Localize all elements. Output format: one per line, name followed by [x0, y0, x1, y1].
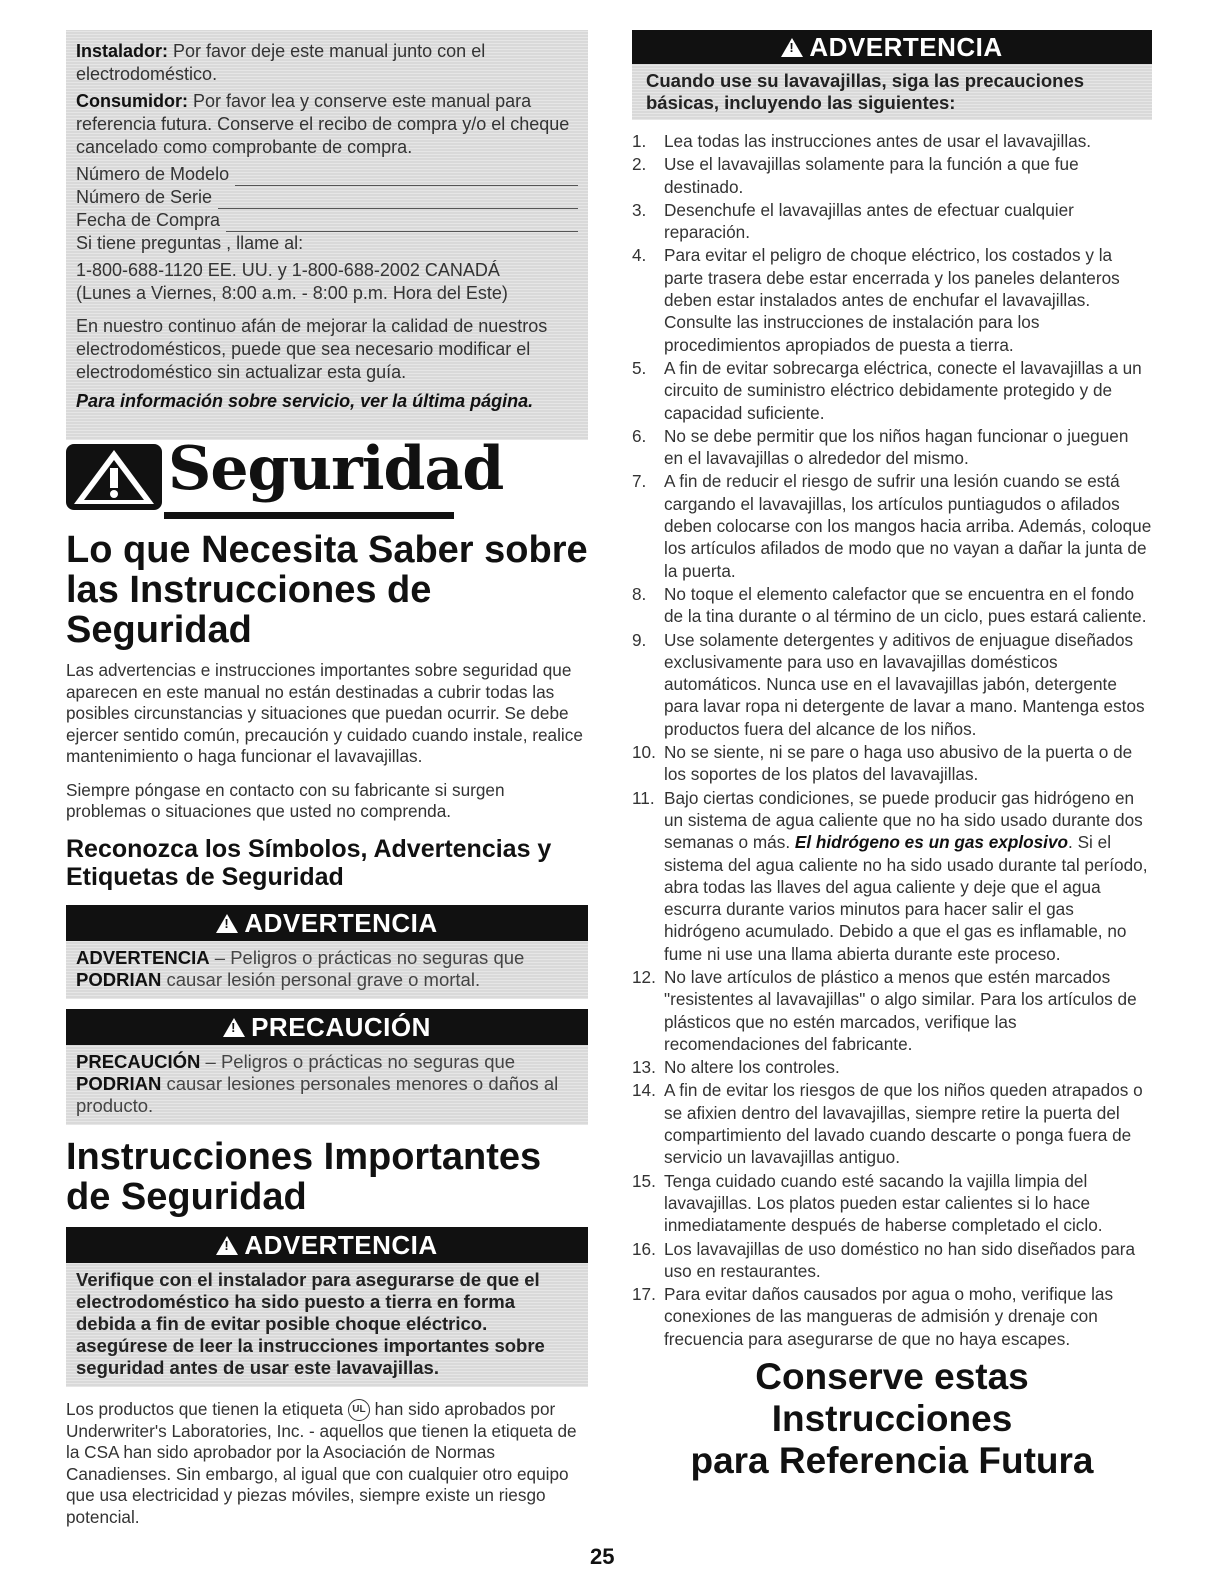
warning-icon: [216, 914, 238, 933]
ground-warning-text: Verifique con el instalador para asegurarse de que el electrodoméstico ha sido puesto a tierra en forma debida a fin de evitar posible choque eléctrico. asegúrese de leer la instrucciones importantes sobre seguridad antes de usar este lavavajillas.: [66, 1263, 588, 1387]
list-item: [632, 583, 1152, 628]
warning-banner: !ADVERTENCIA: [66, 905, 588, 941]
list-item: [632, 1056, 1152, 1078]
list-item: [632, 629, 1152, 740]
item-number: 4.: [632, 245, 647, 266]
item-text: No se siente, ni se pare o haga uso abusivo de la puerta o de los soportes de los platos del lavavajillas.: [664, 742, 1133, 785]
list-item: [632, 244, 1152, 355]
list-item: [632, 1079, 1152, 1168]
list-item: [632, 470, 1152, 581]
item-text: Para evitar el peligro de choque eléctrico, los costados y la parte trasera debe estar encerrada y los paneles delanteros deben estar instalados antes de enchufar el lavavajillas. Consulte las instrucciones de instalación para los procedimientos apropiados de puesta a tierra.: [664, 245, 1120, 355]
service-note: Para información sobre servicio, ver la última página.: [76, 391, 534, 411]
item-number: 10.: [632, 742, 656, 763]
item-number: 16.: [632, 1238, 656, 1259]
item-number: 2.: [632, 154, 647, 175]
list-item: [632, 1238, 1152, 1283]
item-text: Use solamente detergentes y aditivos de enjuague diseñados exclusivamente para uso en lavavajillas domésticos automáticos. Nunca use en el lavavajillas jabón, detergente para lavar ropa ni detergente de lavar a mano. Mantenga estos productos fuera del alcance de los niños.: [664, 629, 1145, 739]
item-text: Desenchufe el lavavajillas antes de efectuar cualquier reparación.: [664, 199, 1074, 243]
item-text: No lave artículos de plástico a menos que estén marcados "resistentes al lavavajillas" o algo similar. Para los artículos de plásticos que no estén marcados, verifique las recomendaciones del fabricante.: [664, 966, 1137, 1054]
item-text: No altere los controles.: [664, 1057, 840, 1078]
right-column: [632, 30, 1152, 1482]
item-number: 9.: [632, 629, 647, 650]
item-text: A fin de reducir el riesgo de sufrir una lesión cuando se está cargando el lavavajillas, los artículos puntiagudos o afilados deben colocarse con los mangos hacia arriba. Además, coloque los artículos afilados de modo que no vayan a dañar la junta de la puerta.: [664, 471, 1152, 581]
item-number: 13.: [632, 1057, 656, 1078]
list-item: [632, 787, 1152, 965]
list-item: [632, 1170, 1152, 1237]
list-item: [632, 357, 1152, 424]
installer-note: Instalador: Por favor deje este manual junto con el electrodoméstico.: [76, 41, 486, 84]
list-item: [632, 966, 1152, 1055]
item-text: Bajo ciertas condiciones, se puede producir gas hidrógeno en un sistema de agua caliente que no ha sido usado durante dos semanas o más. El hidrógeno es un gas explosivo. Si el sistema del agua caliente no ha sido usado durante tal período, abra todas las llaves del agua caliente y deje que el agua escurra durante varios minutos para hacer salir el gas hidrógeno acumulado. Debido a que el gas es inflamable, no fume ni use una llama abierta durante este proceso.: [664, 787, 1148, 964]
safety-intro: Las advertencias e instrucciones importantes sobre seguridad que aparecen en este manual no están destinadas a cubrir todas las posibles circunstancias y situaciones que puedan ocurrir. Se debe ejercer sentido común, precaución y cuidado cuando instale, realice mantenimiento o haga funcionar el lavavajillas.: [66, 660, 583, 766]
phone-numbers: 1-800-688-1120 EE. UU. y 1-800-688-2002 CANADÁ: [76, 260, 500, 280]
precautions-banner: !ADVERTENCIA: [632, 30, 1152, 64]
contact-note: Siempre póngase en contacto con su fabricante si surgen problemas o situaciones que usted no comprenda.: [66, 779, 505, 821]
item-text: No toque el elemento calefactor que se encuentra en el fondo de la tina durante o al término de un ciclo, pues estará caliente.: [664, 583, 1147, 627]
warning-triangle-icon: [66, 444, 162, 510]
page-number: 25: [590, 1544, 615, 1569]
ground-warning-banner: !ADVERTENCIA: [66, 1227, 588, 1263]
symbols-heading: Reconozca los Símbolos, Advertencias y Etiquetas de Seguridad: [66, 834, 552, 891]
questions-text: Si tiene preguntas , llame al:: [76, 233, 304, 253]
warning-definition: ADVERTENCIA – Peligros o prácticas no seguras que PODRIAN causar lesión personal grave o mortal.: [66, 941, 588, 999]
item-number: 6.: [632, 425, 647, 446]
precautions-intro: Cuando use su lavavajillas, siga las precauciones básicas, incluyendo las siguientes:: [632, 64, 1152, 120]
office-hours: (Lunes a Viernes, 8:00 a.m. - 8:00 p.m. Hora del Este): [76, 283, 508, 303]
caution-definition: PRECAUCIÓN – Peligros o prácticas no seguras que PODRIAN causar lesiones personales menores o daños al producto.: [66, 1045, 588, 1125]
model-number-field: Número de Modelo: [76, 163, 578, 186]
item-number: 8.: [632, 583, 647, 604]
purchase-date-field: Fecha de Compra: [76, 209, 578, 232]
list-item: [632, 199, 1152, 244]
item-number: 11.: [632, 787, 655, 808]
item-text: Lea todas las instrucciones antes de usar el lavavajillas.: [664, 131, 1092, 151]
list-item: [632, 153, 1152, 198]
seguridad-header: [66, 434, 588, 516]
item-text: Use el lavavajillas solamente para la función a que fue destinado.: [664, 154, 1079, 197]
warning-icon: [216, 1236, 238, 1255]
item-text: Tenga cuidado cuando esté sacando la vajilla limpia del lavavajillas. Los platos pueden estar calientes si lo hace inmediatamente después de haberse completado el ciclo.: [664, 1170, 1103, 1236]
ul-approval-text: Los productos que tienen la etiqueta UL han sido aprobados por Underwriter's Laboratories, Inc. - aquellos que tienen la etiqueta de la CSA han sido aprobador por la Asociación de Normas Canadienses. Sin embargo, al igual que con cualquier otro equipo que usa electricidad y piezas móviles, siempre existe un riesgo potencial.: [66, 1398, 577, 1527]
item-text: No se debe permitir que los niños hagan funcionar o jueguen en el lavavajillas o alrededor del mismo.: [664, 425, 1129, 469]
left-column: [66, 30, 588, 1540]
important-instructions-heading: Instrucciones Importantes de Seguridad: [66, 1135, 542, 1218]
item-number: 15.: [632, 1170, 656, 1191]
item-text: A fin de evitar sobrecarga eléctrica, conecte el lavavajillas a un circuito de suministro eléctrico debidamente protegido y de capacidad suficiente.: [664, 357, 1142, 423]
info-box: [66, 30, 588, 440]
serial-number-field: Número de Serie: [76, 186, 578, 209]
precautions-list: [632, 130, 1152, 1350]
item-number: 7.: [632, 471, 647, 492]
ul-logo-icon: UL: [348, 1399, 370, 1421]
title-underline: [164, 512, 454, 519]
list-item: [632, 130, 1152, 152]
safety-heading: Lo que Necesita Saber sobre las Instrucciones de Seguridad: [66, 529, 588, 651]
item-number: 3.: [632, 199, 647, 220]
warning-icon: [223, 1018, 245, 1037]
caution-banner: !PRECAUCIÓN: [66, 1009, 588, 1045]
seguridad-title: Seguridad: [168, 434, 504, 504]
warning-icon: [781, 38, 803, 57]
item-text: A fin de evitar los riesgos de que los niños queden atrapados o se afixien dentro del lavavajillas, siempre retire la puerta del compartimiento del lavado cuando descarte o ponga fuera de servicio un lavavajillas antiguo.: [664, 1080, 1143, 1168]
consumer-note: Consumidor: Por favor lea y conserve este manual para referencia futura. Conserve el recibo de compra y/o el cheque cancelado como comprobante de compra.: [76, 91, 570, 157]
item-text: Para evitar daños causados por agua o moho, verifique las conexiones de las mangueras de admisión y drenaje con frecuencia para asegurarse de que no haya escapes.: [664, 1284, 1114, 1349]
item-number: 1.: [632, 131, 647, 151]
item-number: 14.: [632, 1080, 656, 1101]
list-item: [632, 425, 1152, 470]
item-number: 17.: [632, 1284, 656, 1305]
list-item: [632, 1283, 1152, 1350]
item-text: Los lavavajillas de uso doméstico no han sido diseñados para uso en restaurantes.: [664, 1238, 1136, 1281]
list-item: [632, 741, 1152, 786]
item-number: 12.: [632, 966, 656, 987]
item-number: 5.: [632, 357, 647, 378]
save-instructions-title: Conserve estas Instrucciones para Referencia Futura: [690, 1356, 1094, 1482]
improvement-note: En nuestro continuo afán de mejorar la calidad de nuestros electrodomésticos, puede que sea necesario modificar el electrodoméstico sin actualizar esta guía.: [76, 316, 548, 382]
